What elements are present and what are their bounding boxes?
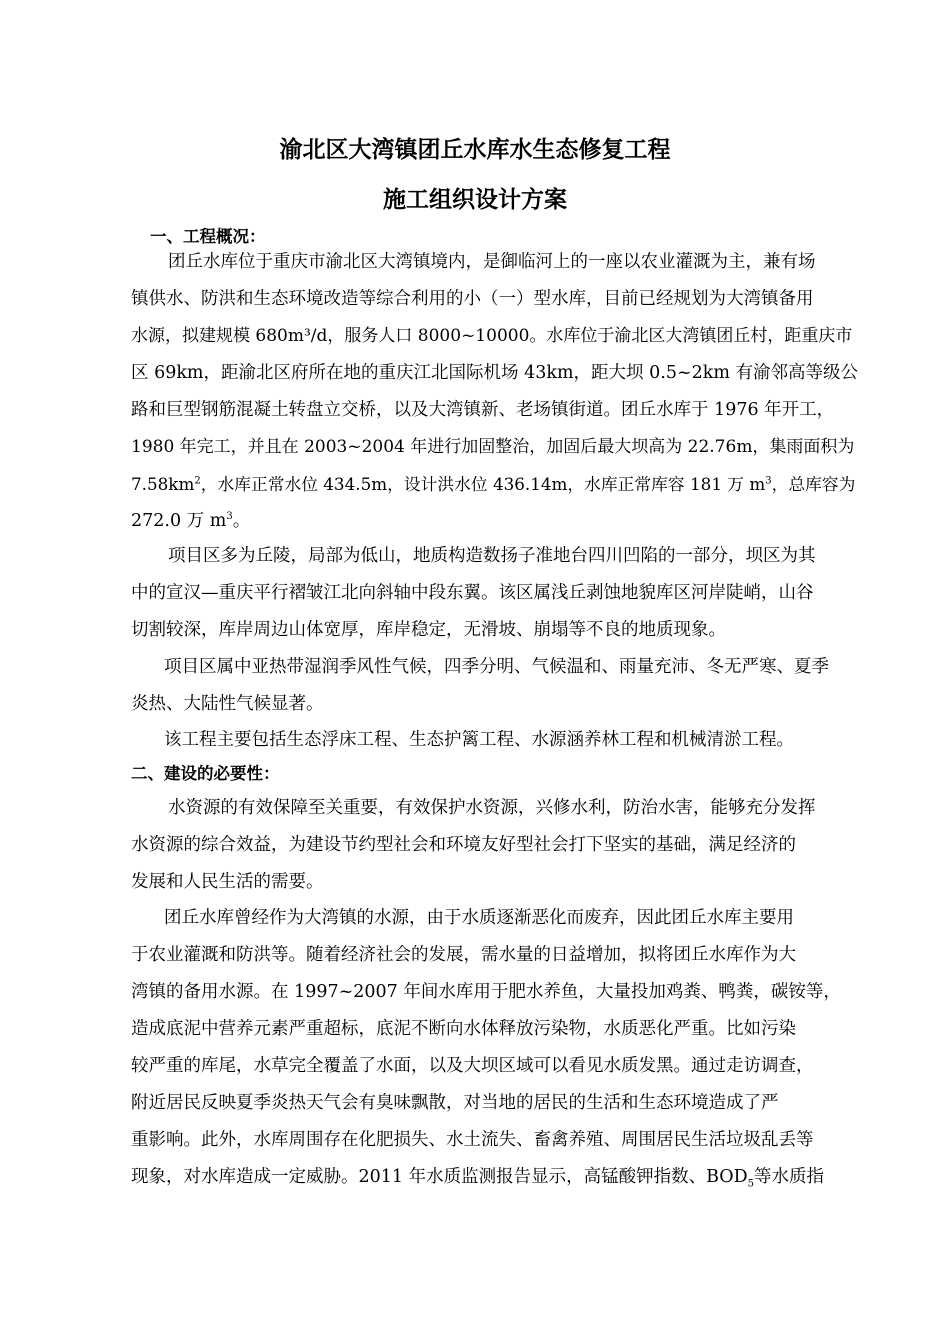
text-segment: ，总库容为 [771, 474, 856, 494]
text-line: 项目区属中亚热带湿润季风性气候，四季分明、气候温和、雨量充沛、冬无严寒、夏季 [164, 657, 829, 677]
superscript: 3 [226, 511, 233, 523]
text-segment: 7.58km [131, 474, 195, 494]
text-segment: ，水库正常水位 434.5m，设计洪水位 436.14m，水库正常库容 181 万 m [200, 474, 766, 494]
text-segment: 现象，对水库造成一定威胁。2011 年水质监测报告显示，高锰酸钾指数、BOD [131, 1167, 748, 1187]
text-line [131, 472, 855, 496]
text-line: 水资源的有效保障至关重要，有效保护水资源，兴修水利，防治水害，能够充分发挥 [168, 798, 816, 818]
text-segment: 272.0 万 m [131, 511, 227, 531]
text-line: 炎热、大陆性气候显著。 [131, 694, 324, 714]
text-segment: 。 [232, 511, 251, 531]
text-line: 切割较深，库岸周边山体宽厚，库岸稳定，无滑坡、崩塌等不良的地质现象。 [131, 620, 726, 640]
text-line: 中的宣汉—重庆平行褶皱江北向斜轴中段东翼。该区属浅丘剥蚀地貌库区河岸陡峭，山谷 [131, 583, 814, 603]
text-line: 造成底泥中营养元素严重超标，底泥不断向水体释放污染物，水质恶化严重。比如污染 [131, 1019, 796, 1039]
document-title: 渝北区大湾镇团丘水库水生态修复工程 [279, 137, 671, 163]
text-line: 于农业灌溉和防洪等。随着经济社会的发展，需水量的日益增加，拟将团丘水库作为大 [131, 945, 796, 965]
text-line: 发展和人民生活的需要。 [131, 872, 324, 892]
text-line: 团丘水库位于重庆市渝北区大湾镇境内，是御临河上的一座以农业灌溉为主，兼有场 [168, 252, 816, 272]
text-line: 附近居民反映夏季炎热天气会有臭味飘散，对当地的居民的生活和生态环境造成了严 [131, 1093, 779, 1113]
text-line: 水资源的综合效益，为建设节约型社会和环境友好型社会打下坚实的基础，满足经济的 [131, 835, 796, 855]
text-line: 湾镇的备用水源。在 1997~2007 年间水库用于肥水养鱼，大量投加鸡粪、鸭粪，碳铵等， [131, 982, 841, 1002]
text-line: 项目区多为丘陵，局部为低山，地质构造数扬子准地台四川凹陷的一部分，坝区为其 [168, 546, 816, 566]
text-line: 该工程主要包括生态浮床工程、生态护篱工程、水源涵养林工程和机械清淤工程。 [164, 730, 794, 750]
subscript: 5 [747, 1178, 755, 1190]
text-line [131, 509, 250, 533]
superscript: 2 [194, 475, 201, 487]
text-line: 较严重的库尾，水草完全覆盖了水面，以及大坝区域可以看见水质发黑。通过走访调查， [131, 1056, 814, 1076]
text-line: 水源，拟建规模 680m³/d，服务人口 8000~10000。水库位于渝北区大湾镇团丘村，距重庆市 [131, 326, 853, 346]
text-line: 镇供水、防洪和生态环境改造等综合利用的小（一）型水库，目前已经规划为大湾镇备用 [131, 289, 814, 309]
text-line: 区 69km，距渝北区府所在地的重庆江北国际机场 43km，距大坝 0.5~2km 有渝邻高等级公 [131, 363, 859, 383]
text-line: 团丘水库曾经作为大湾镇的水源，由于水质逐渐恶化而废弃，因此团丘水库主要用 [164, 908, 794, 928]
text-line [131, 1165, 824, 1189]
superscript: 3 [765, 475, 772, 487]
section-heading-overview: 一、工程概况： [150, 227, 266, 246]
section-heading-necessity: 二、建设的必要性： [131, 764, 280, 783]
document-subtitle: 施工组织设计方案 [383, 187, 567, 213]
text-segment: 等水质指 [754, 1167, 825, 1187]
text-line: 重影响。此外，水库周围存在化肥损失、水土流失、畜禽养殖、周围居民生活垃圾乱丢等 [131, 1130, 814, 1150]
text-line: 路和巨型钢筋混凝土转盘立交桥，以及大湾镇新、老场镇街道。团丘水库于 1976 年开工， [131, 400, 835, 420]
text-line: 1980 年完工，并且在 2003~2004 年进行加固整治，加固后最大坝高为 22.76m，集雨面积为 [131, 437, 855, 457]
